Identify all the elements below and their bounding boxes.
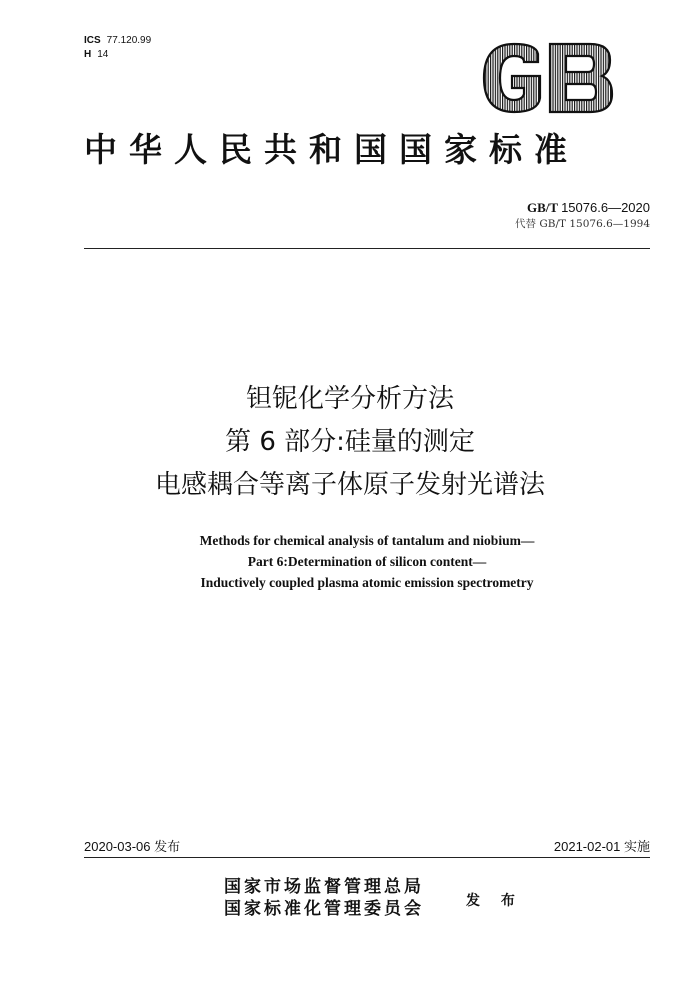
implementation-date: 2021-02-01 实施 [553, 839, 650, 854]
chinese-title-line2: 第 6 部分:硅量的测定 [225, 427, 475, 457]
ics-value: 77.120.99 [106, 35, 152, 46]
classification-codes [84, 34, 151, 62]
standard-number [527, 200, 650, 216]
national-standard-title: 中华人民共和国国家标准 [84, 130, 579, 169]
issuer-sac: 国家标准化管理委员会 [224, 899, 424, 919]
class-value: 14 [97, 49, 109, 60]
chinese-title-line1: 钽铌化学分析方法 [245, 384, 454, 414]
ccs-code [84, 48, 151, 62]
top-divider [84, 248, 650, 249]
class-label: H [84, 49, 92, 60]
chinese-title-block [50, 378, 650, 507]
standard-prefix: GB/T [526, 200, 558, 215]
english-title-block [50, 530, 684, 593]
gb-logo [478, 40, 616, 116]
english-title-line2: Part 6:Determination of silicon content— [247, 554, 487, 569]
ics-label: ICS [84, 35, 101, 46]
publish-label: 发 布 [466, 893, 523, 909]
issuing-authorities [224, 876, 424, 920]
issuer-samr: 国家市场监督管理总局 [224, 877, 424, 897]
bottom-divider [84, 857, 650, 858]
ics-code [84, 34, 151, 48]
chinese-title-line3: 电感耦合等离子体原子发射光谱法 [154, 470, 545, 500]
issue-date: 2020-03-06 发布 [84, 839, 181, 854]
english-title-line1: Methods for chemical analysis of tantalum and niobium— [199, 533, 535, 548]
replaces-standard: 代替 GB/T 15076.6—1994 [515, 218, 650, 230]
english-title-line3: Inductively coupled plasma atomic emission spectrometry [200, 575, 534, 590]
standard-number-value: 15076.6—2020 [561, 200, 650, 215]
